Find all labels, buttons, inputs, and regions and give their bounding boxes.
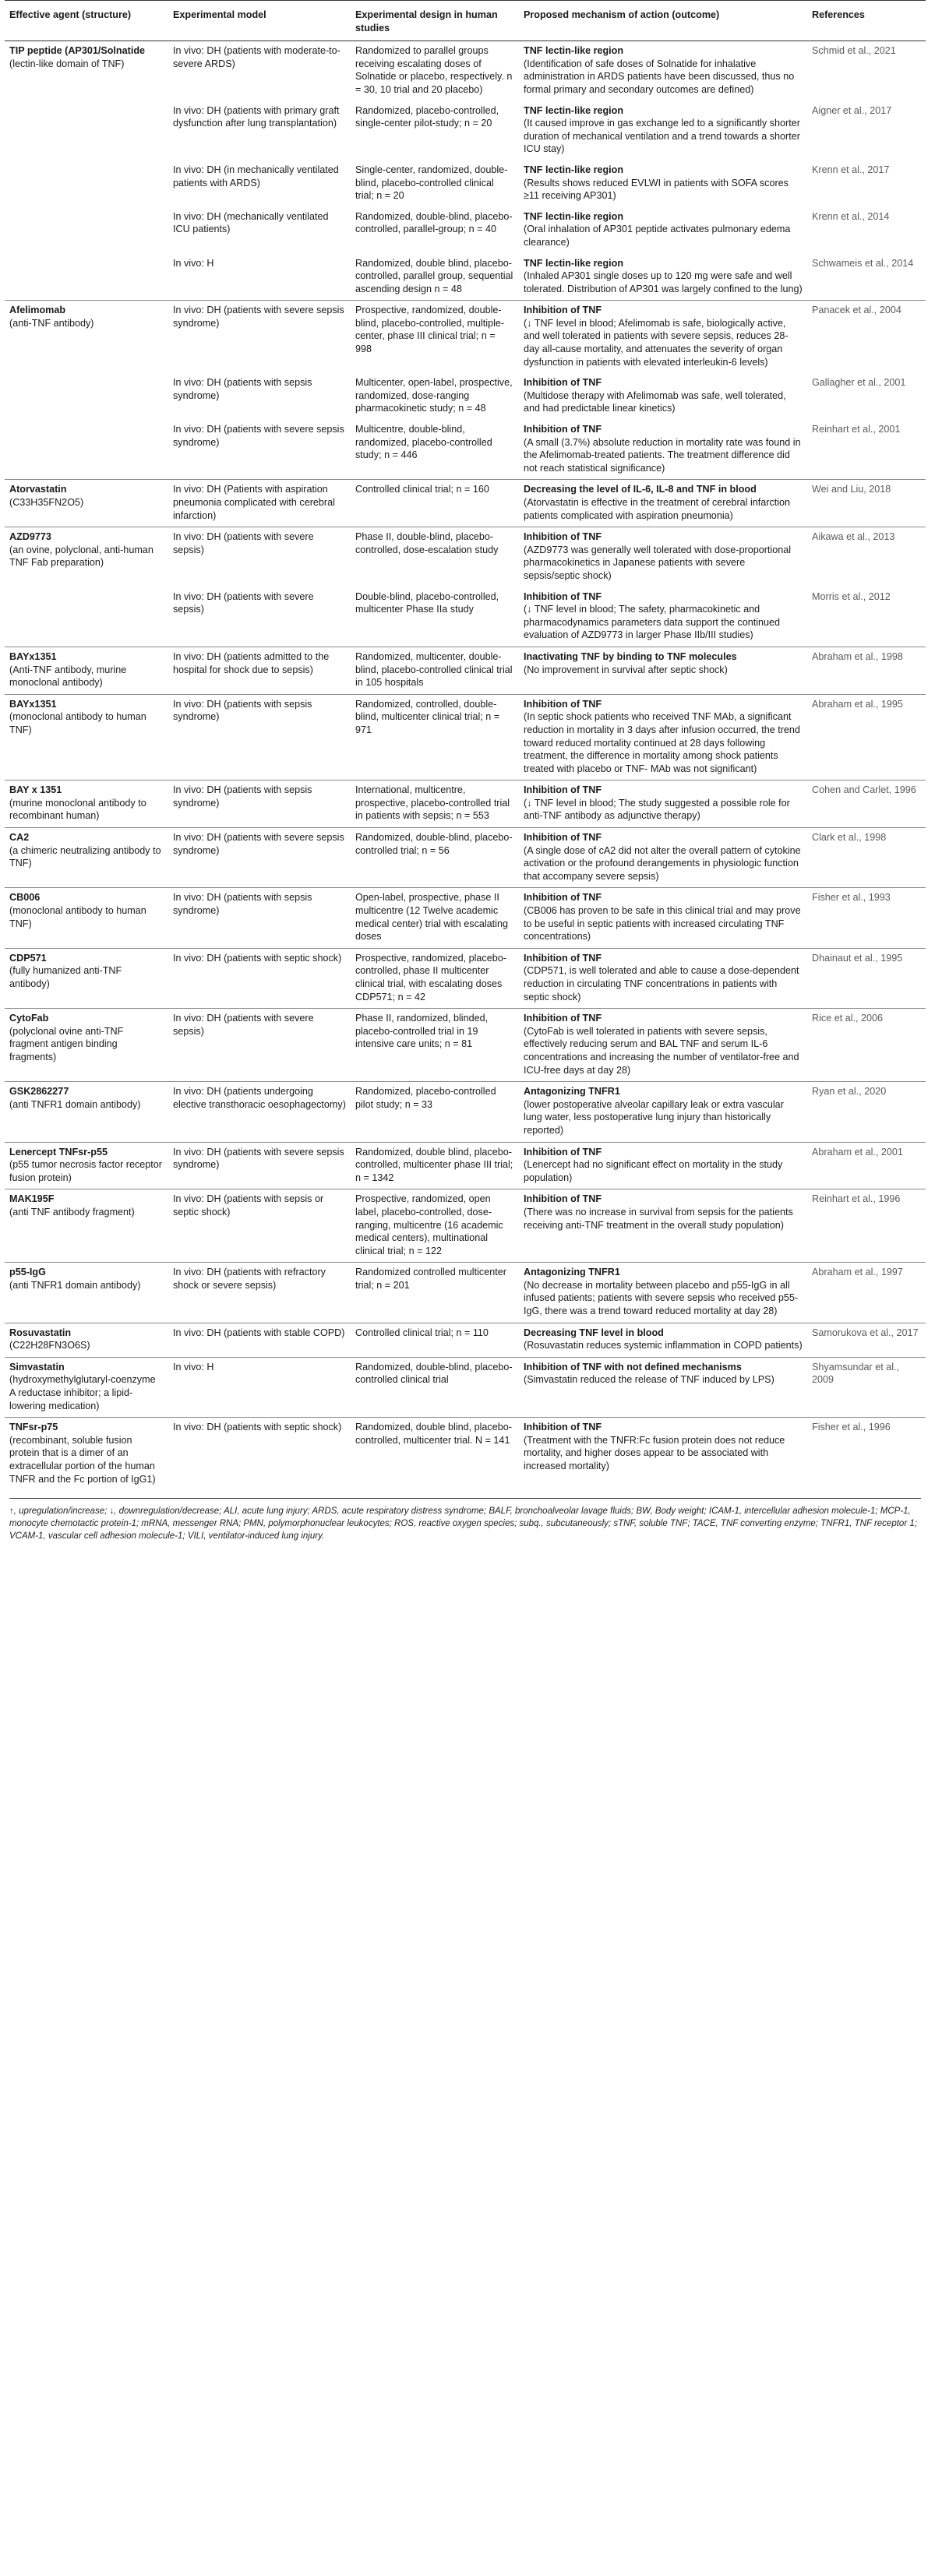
mechanism-cell <box>519 948 807 1008</box>
header-design: Experimental design in human studies <box>351 1 519 41</box>
agent-structure: (recombinant, soluble fusion protein that is a dimer of an extracellular portion of the human TNFR and the Fc portion of IgG1) <box>9 1434 156 1485</box>
mechanism-outcome: (No decrease in mortality between placebo and p55-IgG in all infused patients; patients with severe sepsis who received p55-IgG, there was a trend toward reduced mortality at day 28) <box>524 1279 799 1317</box>
agent-name: CB006 <box>9 892 41 904</box>
model-cell: In vivo: DH (patients undergoing elective transthoracic oesophagectomy) <box>168 1082 351 1142</box>
mechanism-outcome: (Treatment with the TNFR:Fc fusion protein does not reduce mortality, and higher doses appear to be associated with increased mortality) <box>524 1434 785 1471</box>
model-cell: In vivo: DH (patients with severe sepsis syndrome) <box>173 424 344 448</box>
design-cell: Randomized, double-blind, placebo-controlled, parallel-group; n = 40 <box>355 210 513 235</box>
table-row <box>5 160 926 207</box>
mechanism-cell <box>519 41 807 101</box>
table-row <box>5 420 926 480</box>
mechanism-cell <box>519 420 807 480</box>
mechanism-cell <box>519 1323 807 1357</box>
model-cell: In vivo: H <box>173 257 214 269</box>
design-cell: Double-blind, placebo-controlled, multicenter Phase IIa study <box>355 590 499 615</box>
table-row <box>5 1142 926 1189</box>
table-row <box>5 694 926 781</box>
model-cell: In vivo: DH (patients with sepsis syndrome) <box>173 377 312 401</box>
agent-name: Lenercept TNFsr-p55 <box>9 1146 108 1158</box>
mechanism-outcome: (↓ TNF level in blood; Afelimomab is safe, biologically active, and well tolerated in patients with severe sepsis, reduces 28-day all-cause mortality, and attenuates the severity of organ dysfunction in patients with elevated interleukin-6 levels) <box>524 317 789 368</box>
design-cell: Phase II, double-blind, placebo-controlled, dose-escalation study <box>351 527 519 587</box>
table-footnote: ↑, upregulation/increase; ↓, downregulation/decrease; ALI, acute lung injury; ARDS, acute respiratory distress syndrome; BALF, bronchoalveolar lavage fluids; BW, Body weight; ICAM-1, intercellular adhesion molecule-1; MCP-1, monocyte chemotactic protein-1; mRNA, messenger RNA; PMN, polymorphonuclear leukocytes; ROS, reactive oxygen species; subq., subcutaneously; sTNF, soluble TNF; TACE, TNF converting enzyme; TNFR1, TNF receptor 1; VCAM-1, vascular cell adhesion molecule-1; VILI, ventilator-induced lung injury. <box>9 1498 921 1542</box>
table-row <box>5 1418 926 1490</box>
design-cell: Prospective, randomized, open label, placebo-controlled, dose-ranging, multicentre (16 academic medical centers), multinational clinical trial; n = 122 <box>351 1189 519 1263</box>
agent-cell <box>5 254 168 301</box>
design-cell: International, multicentre, prospective, placebo-controlled trial in patients with sepsis; n = 553 <box>351 781 519 828</box>
agents-table <box>5 0 926 1490</box>
mechanism-outcome: (CytoFab is well tolerated in patients with severe sepsis, effectively reducing serum and BAL TNF and serum IL-6 concentrations and increasing the number of ventilator-free and ICU-free days at day 28) <box>524 1025 799 1076</box>
agent-structure: (murine monoclonal antibody to recombinant human) <box>9 797 146 822</box>
table-row <box>5 41 926 101</box>
design-cell: Multicentre, double-blind, randomized, placebo-controlled study; n = 446 <box>355 424 492 461</box>
mechanism-title: Decreasing TNF level in blood <box>524 1327 664 1338</box>
mechanism-title: TNF lectin-like region <box>524 164 624 175</box>
agent-name: p55-IgG <box>9 1267 46 1278</box>
reference-cell: Abraham et al., 1995 <box>807 694 926 781</box>
agent-structure: (monoclonal antibody to human TNF) <box>9 711 146 735</box>
design-cell: Phase II, randomized, blinded, placebo-controlled trial in 19 intensive care units; n = 81 <box>351 1009 519 1082</box>
agent-name: Simvastatin <box>9 1361 65 1373</box>
table-row <box>5 781 926 828</box>
reference-cell: Aikawa et al., 2013 <box>807 527 926 587</box>
mechanism-cell <box>519 1189 807 1263</box>
table-row <box>5 101 926 160</box>
model-cell: In vivo: DH (patients with refractory shock or severe sepsis) <box>168 1263 351 1323</box>
mechanism-cell <box>519 527 807 587</box>
mechanism-outcome: (Atorvastatin is effective in the treatment of cerebral infarction patients complicated with aspiration pneumonia) <box>524 497 791 521</box>
mechanism-cell <box>519 781 807 828</box>
mechanism-outcome: (CDP571, is well tolerated and able to cause a dose-dependent reduction in circulating TNF concentrations in patients with septic shock) <box>524 965 799 1003</box>
mechanism-cell <box>519 888 807 948</box>
agent-structure: (anti TNFR1 domain antibody) <box>9 1098 141 1110</box>
agent-cell <box>5 1263 168 1323</box>
mechanism-cell <box>519 647 807 694</box>
mechanism-title: Inhibition of TNF <box>524 1193 602 1205</box>
agent-cell <box>5 888 168 948</box>
mechanism-title: Inhibition of TNF <box>524 424 602 435</box>
mechanism-title: Inhibition of TNF <box>524 1422 602 1433</box>
mechanism-cell <box>519 1009 807 1082</box>
mechanism-outcome: (A small (3.7%) absolute reduction in mortality rate was found in the Afelimomab-treated patients. The treatment difference did not reach statistical significance) <box>524 436 801 474</box>
model-cell: In vivo: DH (patients with severe sepsis) <box>168 1009 351 1082</box>
mechanism-cell <box>519 1082 807 1142</box>
agent-name: BAYx1351 <box>9 698 57 710</box>
reference-cell: Clark et al., 1998 <box>807 828 926 888</box>
agent-structure: (p55 tumor necrosis factor receptor fusion protein) <box>9 1159 162 1183</box>
agent-cell <box>5 647 168 694</box>
model-cell: In vivo: DH (patients with sepsis or septic shock) <box>168 1189 351 1263</box>
reference-cell: Abraham et al., 2001 <box>807 1142 926 1189</box>
mechanism-title: Inhibition of TNF <box>524 784 602 796</box>
mechanism-outcome: (It caused improve in gas exchange led to a significantly shorter duration of mechanical ventilation and a trend towards a shorter ICU stay) <box>524 118 800 155</box>
mechanism-outcome: (Inhaled AP301 single doses up to 120 mg were safe and well tolerated. Distribution of AP301 was largely confined to the lung) <box>524 270 803 294</box>
agent-cell <box>5 781 168 828</box>
model-cell: In vivo: DH (patients with severe sepsis syndrome) <box>168 828 351 888</box>
mechanism-title: Inhibition of TNF <box>524 952 602 964</box>
reference-cell: Dhainaut et al., 1995 <box>807 948 926 1008</box>
agent-structure: (anti TNFR1 domain antibody) <box>9 1279 141 1291</box>
reference-cell: Schwameis et al., 2014 <box>812 257 914 269</box>
reference-cell: Wei and Liu, 2018 <box>807 480 926 527</box>
agent-structure: (hydroxymethylglutaryl-coenzyme A reductase inhibitor; a lipid-lowering medication) <box>9 1374 156 1411</box>
design-cell: Single-center, randomized, double-blind, placebo-controlled clinical trial; n = 20 <box>355 164 508 202</box>
agent-structure: (anti TNF antibody fragment) <box>9 1206 135 1218</box>
agent-cell <box>5 527 168 587</box>
mechanism-title: Antagonizing TNFR1 <box>524 1267 620 1278</box>
model-cell: In vivo: DH (patients admitted to the hospital for shock due to sepsis) <box>168 647 351 694</box>
reference-cell: Morris et al., 2012 <box>812 590 891 602</box>
table-row <box>5 647 926 694</box>
model-cell: In vivo: DH (patients with severe sepsis syndrome) <box>168 1142 351 1189</box>
mechanism-title: TNF lectin-like region <box>524 210 624 222</box>
header-model: Experimental model <box>168 1 351 41</box>
agent-cell <box>5 948 168 1008</box>
mechanism-outcome: (Lenercept had no significant effect on mortality in the study population) <box>524 1159 783 1183</box>
agent-name: AZD9773 <box>9 531 51 543</box>
table-row <box>5 587 926 647</box>
mechanism-outcome: (AZD9773 was generally well tolerated with dose-proportional pharmacokinetics in Japanese patients with severe sepsis/septic shock) <box>524 544 792 581</box>
mechanism-cell <box>519 694 807 781</box>
design-cell: Randomized, placebo-controlled pilot study; n = 33 <box>351 1082 519 1142</box>
agent-name: CA2 <box>9 832 30 844</box>
header-references: References <box>807 1 926 41</box>
agent-structure: (monoclonal antibody to human TNF) <box>9 905 146 929</box>
mechanism-title: Inhibition of TNF <box>524 590 602 602</box>
design-cell: Controlled clinical trial; n = 110 <box>351 1323 519 1357</box>
agent-name: Rosuvastatin <box>9 1327 72 1338</box>
design-cell: Randomized, double blind, placebo-controlled, parallel group, sequential ascending design n = 48 <box>355 257 513 294</box>
model-cell: In vivo: DH (patients with severe sepsis) <box>168 527 351 587</box>
agent-cell <box>5 41 168 101</box>
table-row <box>5 1357 926 1417</box>
agent-structure: (an ovine, polyclonal, anti-human TNF Fab preparation) <box>9 544 153 569</box>
agent-structure: (polyclonal ovine anti-TNF fragment antigen binding fragments) <box>9 1025 124 1062</box>
agent-cell <box>5 1009 168 1082</box>
model-cell: In vivo: DH (patients with moderate-to-severe ARDS) <box>168 41 351 101</box>
reference-cell: Rice et al., 2006 <box>807 1009 926 1082</box>
mechanism-outcome: (Multidose therapy with Afelimomab was safe, well tolerated, and had predictable linear kinetics) <box>524 389 786 414</box>
table-row <box>5 373 926 420</box>
table-header-row <box>5 1 926 41</box>
design-cell: Randomized to parallel groups receiving escalating doses of Solnatide or placebo, respectively. n = 30, 10 trial and 20 placebo) <box>351 41 519 101</box>
mechanism-outcome: (There was no increase in survival from sepsis for the patients receiving anti-TNF treatment in the overall study population) <box>524 1206 793 1231</box>
mechanism-cell <box>519 1142 807 1189</box>
agent-cell <box>5 301 168 373</box>
mechanism-outcome: (Rosuvastatin reduces systemic inflammation in COPD patients) <box>524 1340 803 1351</box>
agent-cell <box>5 207 168 254</box>
mechanism-cell <box>519 1263 807 1323</box>
agent-name: BAYx1351 <box>9 650 57 662</box>
agent-cell <box>5 373 168 420</box>
model-cell: In vivo: DH (patients with severe sepsis syndrome) <box>168 301 351 373</box>
agent-cell <box>5 420 168 480</box>
agent-structure: (lectin-like domain of TNF) <box>9 58 125 69</box>
agent-structure: (Anti-TNF antibody, murine monoclonal antibody) <box>9 664 127 689</box>
reference-cell: Abraham et al., 1997 <box>807 1263 926 1323</box>
agent-name: CytoFab <box>9 1013 49 1024</box>
mechanism-title: Inhibition of TNF <box>524 832 602 844</box>
mechanism-outcome: (lower postoperative alveolar capillary leak or extra vascular lung water, less postoperative lung injury than historically reported) <box>524 1098 784 1136</box>
mechanism-cell <box>519 254 807 301</box>
model-cell: In vivo: H <box>168 1357 351 1417</box>
agent-cell <box>5 1082 168 1142</box>
reference-cell: Panacek et al., 2004 <box>807 301 926 373</box>
header-mechanism: Proposed mechanism of action (outcome) <box>519 1 807 41</box>
model-cell: In vivo: DH (patients with septic shock) <box>168 1418 351 1490</box>
mechanism-outcome: (A single dose of cA2 did not alter the overall pattern of cytokine activation or the profound derangements in physiologic function that accompany severe sepsis) <box>524 844 801 882</box>
reference-cell: Schmid et al., 2021 <box>807 41 926 101</box>
reference-cell: Reinhart et al., 1996 <box>807 1189 926 1263</box>
mechanism-title: Inactivating TNF by binding to TNF molecules <box>524 650 737 662</box>
mechanism-outcome: (CB006 has proven to be safe in this clinical trial and may prove to be useful in septic patients with increased circulating TNF concentrations) <box>524 905 801 943</box>
mechanism-cell <box>519 587 807 647</box>
model-cell: In vivo: DH (patients with sepsis syndrome) <box>168 888 351 948</box>
agent-name: Afelimomab <box>9 305 66 316</box>
reference-cell: Gallagher et al., 2001 <box>812 377 906 389</box>
mechanism-title: Inhibition of TNF <box>524 305 602 316</box>
table-row <box>5 888 926 948</box>
model-cell: In vivo: DH (in mechanically ventilated patients with ARDS) <box>173 164 339 189</box>
mechanism-title: TNF lectin-like region <box>524 257 624 269</box>
agent-cell <box>5 1323 168 1357</box>
agent-cell <box>5 1418 168 1490</box>
mechanism-title: Inhibition of TNF <box>524 892 602 904</box>
design-cell: Multicenter, open-label, prospective, randomized, dose-ranging pharmacokinetic study; n = 48 <box>355 377 513 414</box>
mechanism-outcome: (In septic shock patients who received TNF MAb, a significant reduction in mortality in 3 days after infusion occurred, the trend toward reduced mortality continued at 28 days following treatment, the difference in mortality among shock patients treated with placebo or TNF- MAb was not significant) <box>524 711 800 774</box>
agent-name: GSK2862277 <box>9 1086 69 1098</box>
mechanism-outcome: (Identification of safe doses of Solnatide for inhalative administration in ARDS patients have been discussed, thus no formal primary and secondary outcomes are defined) <box>524 58 795 95</box>
header-agent: Effective agent (structure) <box>5 1 168 41</box>
model-cell: In vivo: DH (patients with severe sepsis) <box>173 590 314 615</box>
table-body <box>5 41 926 1491</box>
mechanism-title: Inhibition of TNF <box>524 531 602 543</box>
mechanism-outcome: (Results shows reduced EVLWI in patients with SOFA scores ≥11 receiving AP301) <box>524 177 789 202</box>
model-cell: In vivo: DH (patients with sepsis syndrome) <box>168 781 351 828</box>
mechanism-outcome: (Simvastatin reduced the release of TNF induced by LPS) <box>524 1374 774 1386</box>
design-cell: Randomized, double-blind, placebo-controlled clinical trial <box>351 1357 519 1417</box>
agent-name: Atorvastatin <box>9 484 67 495</box>
mechanism-title: TNF lectin-like region <box>524 45 624 57</box>
mechanism-outcome: (↓ TNF level in blood; The study suggested a possible role for anti-TNF antibody as adjunctive therapy) <box>524 797 790 822</box>
design-cell: Open-label, prospective, phase II multicentre (12 Twelve academic medical center) trial with escalating doses <box>351 888 519 948</box>
mechanism-title: Inhibition of TNF <box>524 1146 602 1158</box>
agent-cell <box>5 1142 168 1189</box>
design-cell: Randomized, placebo-controlled, single-center pilot-study; n = 20 <box>355 104 499 129</box>
agent-name: CDP571 <box>9 952 47 964</box>
agent-cell <box>5 101 168 160</box>
reference-cell: Fisher et al., 1993 <box>807 888 926 948</box>
table-row <box>5 301 926 373</box>
design-cell: Prospective, randomized, placebo-controlled, phase II multicenter clinical trial, with escalating doses CDP571; n = 42 <box>351 948 519 1008</box>
agent-name: BAY x 1351 <box>9 784 62 796</box>
design-cell: Randomized, double blind, placebo-controlled, multicenter phase III trial; n = 1342 <box>351 1142 519 1189</box>
mechanism-outcome: (↓ TNF level in blood; The safety, pharmacokinetic and pharmacodynamics parameters data support the continued evaluation of AZD9773 in larger Phase IIb/III studies) <box>524 604 781 641</box>
mechanism-title: Inhibition of TNF with not defined mechanisms <box>524 1361 742 1373</box>
agent-structure: (a chimeric neutralizing antibody to TNF) <box>9 844 161 869</box>
table-row <box>5 254 926 301</box>
mechanism-cell <box>519 301 807 373</box>
table-row <box>5 1009 926 1082</box>
mechanism-outcome: (No improvement in survival after septic shock) <box>524 664 728 675</box>
reference-cell: Reinhart et al., 2001 <box>812 424 901 435</box>
agent-cell <box>5 694 168 781</box>
table-row <box>5 1189 926 1263</box>
reference-cell: Ryan et al., 2020 <box>807 1082 926 1142</box>
agent-cell <box>5 587 168 647</box>
mechanism-cell <box>519 160 807 207</box>
reference-cell: Cohen and Carlet, 1996 <box>807 781 926 828</box>
agent-structure: (fully humanized anti-TNF antibody) <box>9 965 122 989</box>
reference-cell: Abraham et al., 1998 <box>807 647 926 694</box>
table-row <box>5 948 926 1008</box>
reference-cell: Fisher et al., 1996 <box>807 1418 926 1490</box>
design-cell: Randomized, double-blind, placebo-controlled trial; n = 56 <box>351 828 519 888</box>
model-cell: In vivo: DH (patients with stable COPD) <box>168 1323 351 1357</box>
agent-cell <box>5 828 168 888</box>
agent-name: TNFsr-p75 <box>9 1422 58 1433</box>
mechanism-title: TNF lectin-like region <box>524 104 624 116</box>
design-cell: Randomized controlled multicenter trial; n = 201 <box>351 1263 519 1323</box>
reference-cell: Shyamsundar et al., 2009 <box>807 1357 926 1417</box>
model-cell: In vivo: DH (Patients with aspiration pneumonia complicated with cerebral infarction) <box>168 480 351 527</box>
design-cell: Controlled clinical trial; n = 160 <box>351 480 519 527</box>
agent-cell <box>5 160 168 207</box>
mechanism-title: Antagonizing TNFR1 <box>524 1086 620 1098</box>
reference-cell: Samorukova et al., 2017 <box>807 1323 926 1357</box>
design-cell: Randomized, controlled, double-blind, multicenter clinical trial; n = 971 <box>351 694 519 781</box>
mechanism-cell <box>519 373 807 420</box>
mechanism-title: Decreasing the level of IL-6, IL-8 and TNF in blood <box>524 484 757 495</box>
design-cell: Randomized, double blind, placebo-controlled, multicenter trial. N = 141 <box>351 1418 519 1490</box>
agent-structure: (anti-TNF antibody) <box>9 317 94 329</box>
table-row <box>5 527 926 587</box>
agent-name: MAK195F <box>9 1193 55 1205</box>
agent-cell <box>5 480 168 527</box>
model-cell: In vivo: DH (patients with septic shock) <box>168 948 351 1008</box>
mechanism-cell <box>519 101 807 160</box>
design-cell: Randomized, multicenter, double-blind, placebo-controlled clinical trial in 105 hospitals <box>351 647 519 694</box>
agent-cell <box>5 1357 168 1417</box>
design-cell: Prospective, randomized, double-blind, placebo-controlled, multiple-center, phase III clinical trial; n = 998 <box>351 301 519 373</box>
agent-structure: (C22H28FN3O6S) <box>9 1340 90 1351</box>
reference-cell: Krenn et al., 2014 <box>812 210 890 222</box>
mechanism-cell <box>519 207 807 254</box>
model-cell: In vivo: DH (patients with sepsis syndrome) <box>168 694 351 781</box>
mechanism-title: Inhibition of TNF <box>524 377 602 389</box>
mechanism-cell <box>519 828 807 888</box>
mechanism-title: Inhibition of TNF <box>524 698 602 710</box>
table-row <box>5 480 926 527</box>
model-cell: In vivo: DH (mechanically ventilated ICU patients) <box>173 210 329 235</box>
reference-cell: Krenn et al., 2017 <box>812 164 890 175</box>
table-row <box>5 1323 926 1357</box>
table-row <box>5 1263 926 1323</box>
reference-cell: Aigner et al., 2017 <box>812 104 892 116</box>
agent-cell <box>5 1189 168 1263</box>
table-row <box>5 828 926 888</box>
model-cell: In vivo: DH (patients with primary graft dysfunction after lung transplantation) <box>173 104 340 129</box>
agent-structure: (C33H35FN2O5) <box>9 497 84 508</box>
mechanism-cell <box>519 1418 807 1490</box>
mechanism-cell <box>519 480 807 527</box>
agent-name: TIP peptide (AP301/Solnatide <box>9 45 146 57</box>
mechanism-cell <box>519 1357 807 1417</box>
table-row <box>5 1082 926 1142</box>
mechanism-outcome: (Oral inhalation of AP301 peptide activates pulmonary edema clearance) <box>524 224 791 248</box>
table-row <box>5 207 926 254</box>
mechanism-title: Inhibition of TNF <box>524 1013 602 1024</box>
